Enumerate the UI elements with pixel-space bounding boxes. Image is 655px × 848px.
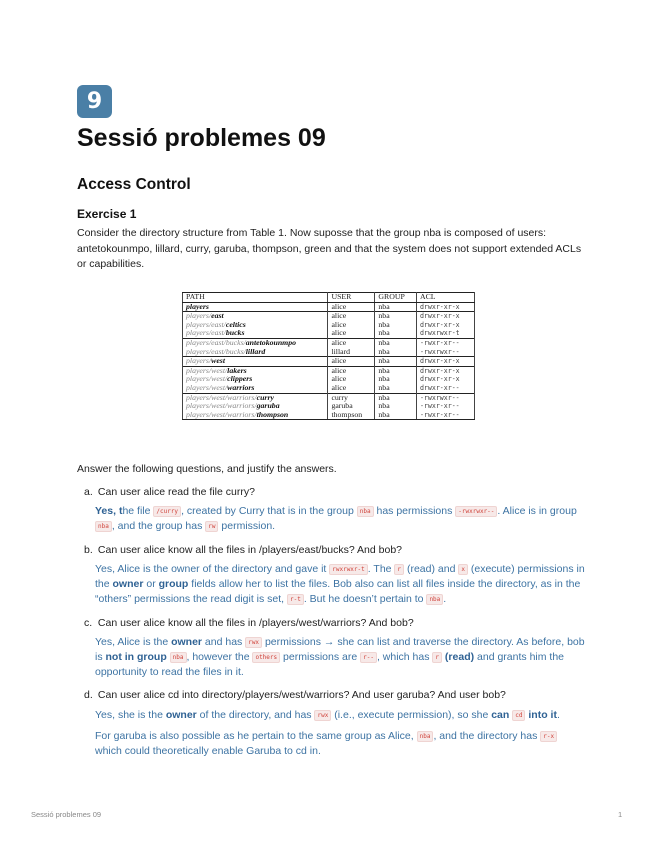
path-cell: players/east/bucks/lillard	[183, 348, 328, 357]
acl-cell: drwxr-xr-x	[416, 357, 474, 367]
path-cell: players/east/bucks	[183, 329, 328, 338]
directory-table	[182, 292, 475, 420]
user-cell: alice	[328, 302, 375, 312]
exercise-intro: Consider the directory structure from Table 1. Now suposse that the group nba is composed of users: antetokounmpo, lillard, curry, garuba, thompson, green and that the system does not support extended ACLs or capabilities.	[77, 227, 582, 270]
path-cell: players/east/celtics	[183, 321, 328, 330]
code-snippet: r-t	[287, 594, 304, 605]
user-cell: alice	[328, 384, 375, 393]
path-cell: players/west/warriors/garuba	[183, 402, 328, 411]
user-cell: alice	[328, 312, 375, 321]
code-snippet: nba	[417, 731, 434, 742]
question-b: b. Can user alice know all the files in /players/east/bucks? And bob?	[84, 544, 403, 556]
path-cell: players/west	[183, 357, 328, 367]
code-snippet: /curry	[153, 506, 181, 517]
answer-c: Yes, Alice is the owner and has rwx permissions → she can list and traverse the directory. As before, bob is not in group nba , however the others permissions are r-- , which has r (read) and grants him the opportunity to read the files in it.	[95, 636, 585, 678]
table-row	[183, 348, 475, 357]
question-c: c. Can user alice know all the files in /players/west/warriors? And bob?	[84, 617, 414, 629]
group-cell: nba	[375, 366, 417, 375]
user-cell: lillard	[328, 348, 375, 357]
code-snippet: r--	[360, 652, 377, 663]
footer-title: Sessió problemes 09	[31, 810, 102, 819]
header-user: USER	[328, 293, 375, 303]
acl-cell: drwxr-xr-x	[416, 375, 474, 384]
question-d: d. Can user alice cd into directory/players/west/warriors? And user garuba? And user bob?	[84, 689, 506, 701]
table-row	[183, 302, 475, 312]
group-cell: nba	[375, 384, 417, 393]
user-cell: alice	[328, 375, 375, 384]
code-snippet: rw	[205, 521, 218, 532]
user-cell: alice	[328, 366, 375, 375]
answer-b: Yes, Alice is the owner of the directory and gave it rwxrwxr-t . The r (read) and x (execute) permissions in the owner or group fields allow her to list the files. Bob also can list all files inside the directory, as in the “others” permissions the read digit is set, r-t . But he doesn’t pertain to nba .	[95, 563, 585, 605]
answer-d-part1: Yes, she is the owner of the directory, and has rwx (i.e., execute permission), so she can cd into it.	[95, 709, 560, 721]
group-cell: nba	[375, 411, 417, 420]
user-cell: thompson	[328, 411, 375, 420]
code-snippet: r	[394, 564, 404, 575]
code-snippet: nba	[95, 521, 112, 532]
table-row	[183, 411, 475, 420]
code-snippet: others	[252, 652, 280, 663]
acl-cell: drwxr-xr-x	[416, 302, 474, 312]
code-snippet: x	[458, 564, 468, 575]
path-cell: players	[183, 302, 328, 312]
page-number: 1	[618, 810, 623, 819]
acl-cell: -rwxr-xr--	[416, 338, 474, 347]
exercise-title: Exercise 1	[77, 207, 137, 221]
answer-d-part2: For garuba is also possible as he pertain to the same group as Alice, nba , and the directory has r-x which could theoretically enable Garuba to cd in.	[95, 729, 585, 759]
question-a: a. Can user alice read the file curry?	[84, 486, 255, 498]
group-cell: nba	[375, 348, 417, 357]
group-cell: nba	[375, 312, 417, 321]
path-cell: players/east/bucks/antetokounmpo	[183, 338, 328, 347]
header-path: PATH	[183, 293, 328, 303]
acl-cell: drwxr-xr-x	[416, 366, 474, 375]
path-cell: players/west/clippers	[183, 375, 328, 384]
group-cell: nba	[375, 321, 417, 330]
group-cell: nba	[375, 357, 417, 367]
code-snippet: r-x	[540, 731, 557, 742]
answer-instructions: Answer the following questions, and justify the answers.	[77, 463, 337, 475]
section-title: Access Control	[77, 176, 191, 193]
header-acl: ACL	[416, 293, 474, 303]
group-cell: nba	[375, 329, 417, 338]
group-cell: nba	[375, 375, 417, 384]
code-snippet: r	[432, 652, 442, 663]
user-cell: alice	[328, 321, 375, 330]
group-cell: nba	[375, 302, 417, 312]
code-snippet: nba	[426, 594, 443, 605]
path-cell: players/east	[183, 312, 328, 321]
path-cell: players/west/warriors/thompson	[183, 411, 328, 420]
session-number-badge: 9	[77, 85, 112, 118]
group-cell: nba	[375, 338, 417, 347]
path-cell: players/west/warriors/curry	[183, 393, 328, 402]
code-snippet: rwxrwxr-t	[329, 564, 368, 575]
acl-cell: drwxr-xr--	[416, 384, 474, 393]
path-cell: players/west/lakers	[183, 366, 328, 375]
user-cell: curry	[328, 393, 375, 402]
acl-cell: -rwxr-xr--	[416, 411, 474, 420]
user-cell: alice	[328, 338, 375, 347]
group-cell: nba	[375, 402, 417, 411]
code-snippet: -rwxrwxr--	[455, 506, 497, 517]
acl-cell: -rwxrwxr--	[416, 393, 474, 402]
user-cell: alice	[328, 357, 375, 367]
code-snippet: cd	[512, 710, 525, 721]
code-snippet: nba	[170, 652, 187, 663]
answer-a: Yes, the file /curry , created by Curry that is in the group nba has permissions -rwxrwxr-- . Alice is in group nba , and the group has rw permission.	[95, 505, 577, 532]
table-header-row	[183, 293, 475, 303]
acl-cell: drwxr-xr-x	[416, 321, 474, 330]
acl-cell: -rwxrwxr--	[416, 348, 474, 357]
header-group: GROUP	[375, 293, 417, 303]
code-snippet: rwx	[245, 637, 262, 648]
path-cell: players/west/warriors	[183, 384, 328, 393]
code-snippet: rwx	[314, 710, 331, 721]
user-cell: alice	[328, 329, 375, 338]
acl-cell: drwxrwxr-t	[416, 329, 474, 338]
page-title: Sessió problemes 09	[77, 124, 326, 152]
acl-cell: -rwxr-xr--	[416, 402, 474, 411]
acl-cell: drwxr-xr-x	[416, 312, 474, 321]
group-cell: nba	[375, 393, 417, 402]
user-cell: garuba	[328, 402, 375, 411]
code-snippet: nba	[357, 506, 374, 517]
